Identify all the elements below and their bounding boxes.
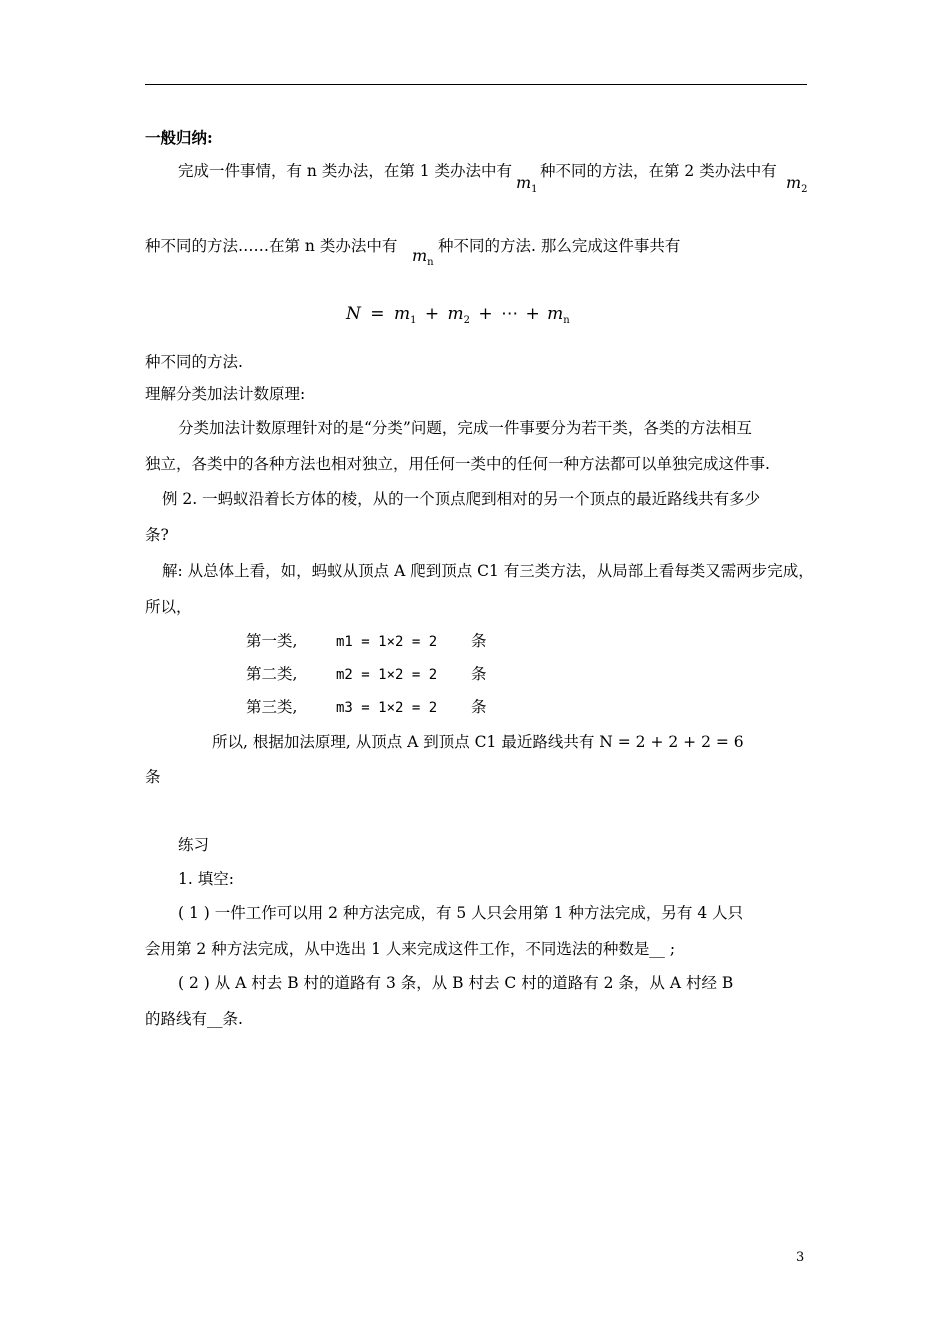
case-row <box>246 697 487 718</box>
question-line: ( 2 ) 从 A 村去 B 村的道路有 3 条，从 B 村去 C 村的道路有 2 条，从 A 村经 B <box>178 974 734 992</box>
paragraph-line: 分类加法计数原理针对的是“分类”问题，完成一件事要分为若干类，各类的方法相互 <box>178 419 752 437</box>
case-row <box>246 664 487 685</box>
case-row <box>246 631 487 652</box>
case-label: 第一类, <box>246 632 298 650</box>
case-expr: m1 = 1×2 = 2 <box>336 634 438 650</box>
solution-line: 所以， <box>145 598 192 616</box>
math-mn: $m_n$ <box>412 246 434 268</box>
case-unit: 条 <box>471 632 487 650</box>
math-m1: $m_1$ <box>516 173 538 195</box>
section-heading: 一般归纳: <box>145 128 213 147</box>
header-rule <box>145 84 807 85</box>
subheading: 理解分类加法计数原理: <box>145 385 306 403</box>
case-unit: 条 <box>471 698 487 716</box>
question-line: 的路线有__条. <box>145 1010 243 1028</box>
page-number: 3 <box>796 1250 805 1265</box>
question-line: ( 1 ) 一件工作可以用 2 种方法完成，有 5 人只会用第 1 种方法完成，另有 4 人只 <box>178 904 744 922</box>
conclusion-line: 条 <box>145 768 161 786</box>
case-expr: m3 = 1×2 = 2 <box>336 700 438 716</box>
solution-line: 解: 从总体上看，如，蚂蚁从顶点 A 爬到顶点 C1 有三类方法，从局部上看每类又需两步完成， <box>162 562 814 580</box>
case-expr: m2 = 1×2 = 2 <box>336 667 438 683</box>
paragraph-line: 种不同的方法. <box>145 353 243 371</box>
case-label: 第三类, <box>246 698 298 716</box>
example-line: 例 2. 一蚂蚁沿着长方体的棱，从的一个顶点爬到相对的另一个顶点的最近路线共有多少 <box>162 490 761 508</box>
paragraph-line: 种不同的方法，在第 2 类办法中有 <box>540 162 777 180</box>
paragraph-line: 种不同的方法……在第 n 类办法中有 <box>145 237 398 255</box>
case-label: 第二类, <box>246 665 298 683</box>
math-m2: $m_2$ <box>786 173 808 195</box>
question-title: 1. 填空: <box>178 870 234 888</box>
question-line: 会用第 2 种方法完成，从中选出 1 人来完成这件工作，不同选法的种数是__ ; <box>145 940 676 958</box>
paragraph-line: 完成一件事情，有 n 类办法，在第 1 类办法中有 <box>178 162 513 180</box>
paragraph-line: 种不同的方法. 那么完成这件事共有 <box>438 237 681 255</box>
formula: $N = m_1 + m_2$ + ⋯ + $m_n$ <box>346 304 570 326</box>
case-unit: 条 <box>471 665 487 683</box>
paragraph-line: 独立，各类中的各种方法也相对独立，用任何一类中的任何一种方法都可以单独完成这件事. <box>145 455 770 473</box>
conclusion-line: 所以, 根据加法原理, 从顶点 A 到顶点 C1 最近路线共有 N = 2 + 2 + 2 = 6 <box>212 733 744 751</box>
example-line: 条? <box>145 526 169 544</box>
practice-title: 练习 <box>178 836 210 854</box>
